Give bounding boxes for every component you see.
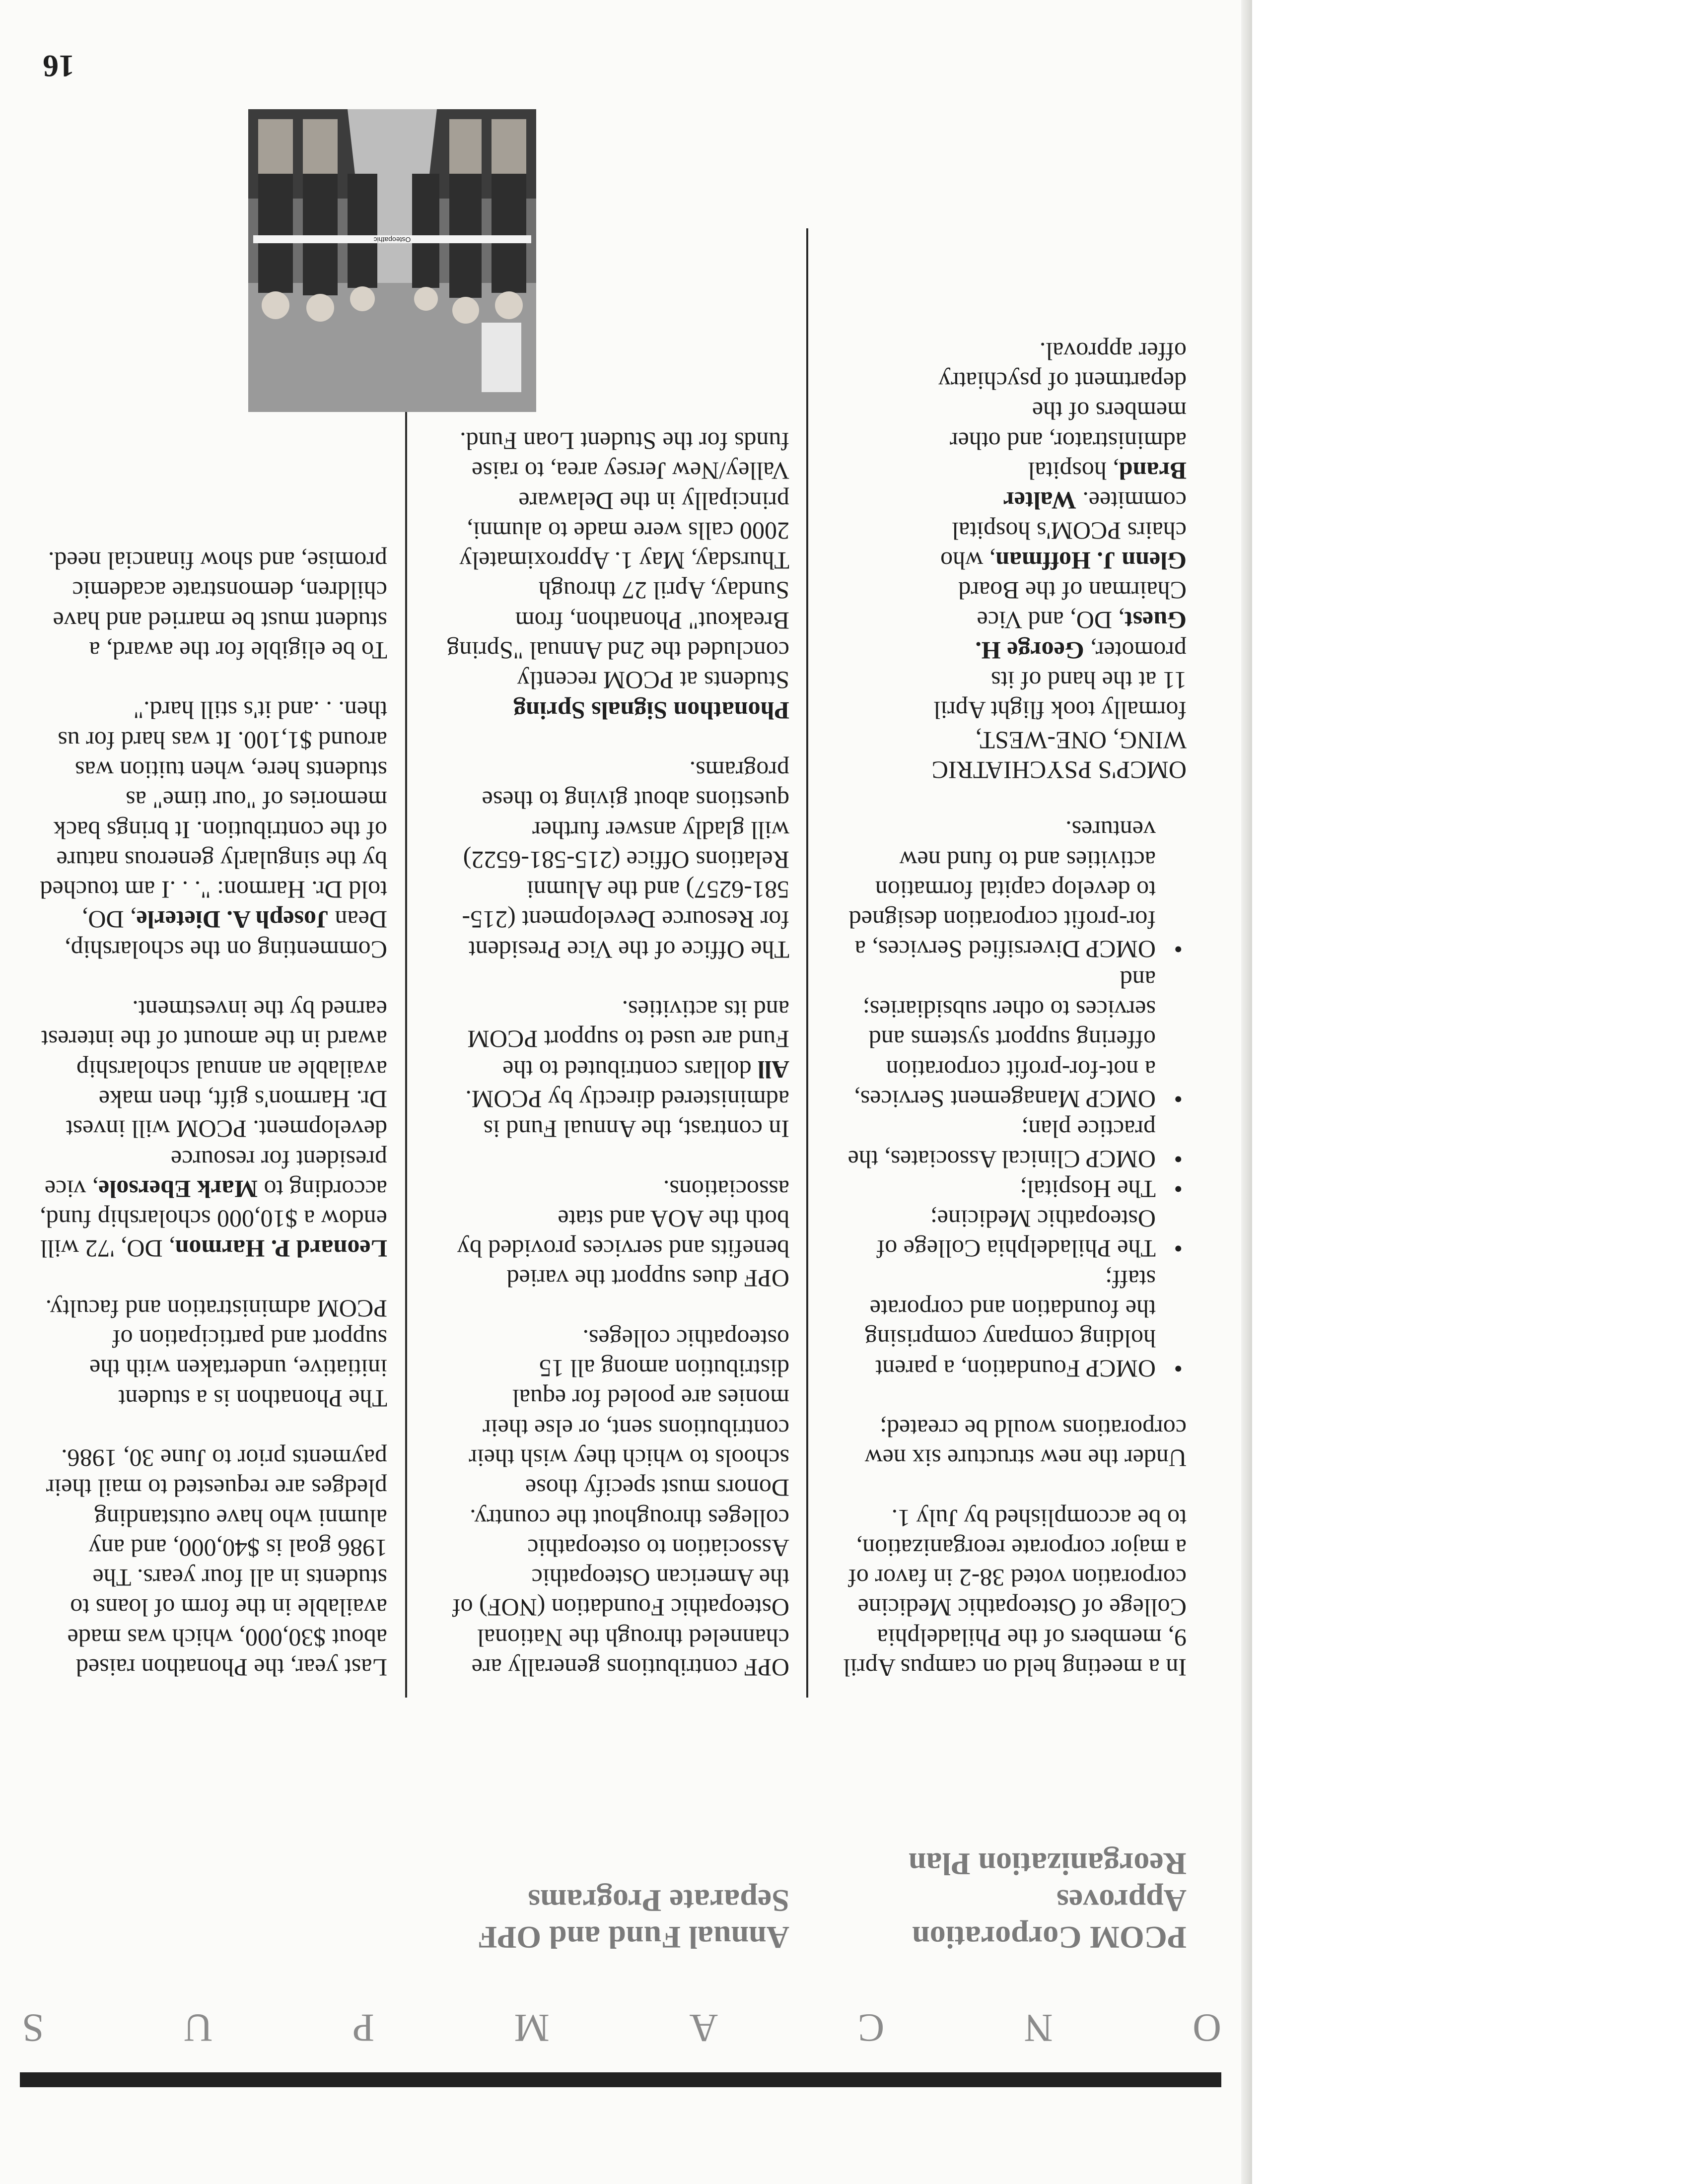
paragraph: OPF dues support the varied benefits and services provided by both the AOA and state associations. xyxy=(457,1175,789,1293)
paragraph xyxy=(447,995,789,1144)
paragraph: In a meeting held on campus April 9, members of the Philadelphia College of Osteopathic Medicine corporation voted 38-2 in favor of a major corporate reorganization, to be accomplished by July 1. xyxy=(843,1504,1187,1682)
list-item: • The Hospital; xyxy=(839,1174,1187,1204)
photo-caption xyxy=(928,337,1187,785)
binding-edge xyxy=(1241,0,1252,2184)
paragraph: Under the new structure six new corporations would be created; xyxy=(864,1414,1187,1473)
list-item: • OMCP Foundation, a parent holding company comprising the foundation and corporate staff; xyxy=(839,1264,1187,1383)
person-name: Leonard P. Harmon xyxy=(175,1235,387,1263)
headline-reorganization: PCOM Corporation Approves Reorganization Plan xyxy=(909,1846,1187,1955)
paragraph: Last year, the Phonathon raised about $30,000, which was made available in the form of loans to students in all four years. The 1986 goal is $40,000, and any alumni who have outstanding pledges are requested to mail their payments prior to June 30, 1986. xyxy=(46,1444,387,1682)
section-title xyxy=(20,2005,1221,2050)
paragraph xyxy=(40,995,387,1264)
headline-annual-fund: Annual Fund and OPF Separate Programs xyxy=(479,1883,789,1955)
section-letter: A xyxy=(687,2006,718,2049)
header-rule xyxy=(20,2072,1221,2087)
paragraph xyxy=(40,695,387,965)
column-3 xyxy=(40,516,387,1683)
photo-drawing xyxy=(248,109,536,412)
column-divider xyxy=(405,228,407,1698)
paragraph-text: , vice president for resource development. PCOM will invest Dr. Harmon's gift, then make available an annual scholarship award in the amount of the interest earned by the investment. xyxy=(41,996,387,1203)
caption-text: , DO, and Vice Chairman of the Board xyxy=(958,577,1187,635)
section-letter: C xyxy=(855,2006,885,2049)
paragraph: Students at PCOM recently concluded the 2nd Annual "Spring Breakout" Phonathon, from Sunday, April 27 through Thursday, May 1. Approximately 2000 calls were made to alumni, principally in the Delaware Valley/New Jersey area, to raise funds for the Student Loan Fund. xyxy=(447,427,789,695)
person-name: Mark Ebersole xyxy=(98,1175,258,1203)
list-item: • OMCP Diversified Services, a for-profit corporation designed to develop capital formation activities and to fund new ventures. xyxy=(839,815,1187,964)
subheading-text: Phonathon Signals Spring xyxy=(513,696,789,725)
list-item: • The Philadelphia College of Osteopathic Medicine; xyxy=(839,1204,1187,1264)
column-2 xyxy=(447,397,789,1683)
paragraph: To be eligible for the award, a student must be married and have children, demonstrate academic promise, and show financial need. xyxy=(48,547,387,665)
paragraph: OPF contributions generally are channeled through the National Osteopathic Foundation (NOF) of the American Osteopathic Association to osteopathic colleges throughout the country. Donors must specify those schools to which they wish their contributions sent, or else their monies are pooled for equal distribution among all 15 osteopathic colleges. xyxy=(452,1324,789,1682)
caption-text: , who chairs PCOM's hospital commitee. xyxy=(940,487,1187,575)
ribbon-text: Osteopathic xyxy=(373,236,411,244)
ribbon-cutting-photo xyxy=(248,109,536,412)
section-letter: U xyxy=(182,2006,212,2049)
subheading xyxy=(447,695,789,725)
section-letter: N xyxy=(1022,2006,1053,2049)
paragraph-text: dollars contributed to the Fund are used to support PCOM and its activities. xyxy=(467,996,789,1084)
page-number: 16 xyxy=(43,49,74,84)
list-item: • OMCP Management Services, a not-for-profit corporation offering support systems and services to other subsidiaries; and xyxy=(839,964,1187,1114)
section-letter: M xyxy=(512,2006,550,2049)
bullet-list xyxy=(839,815,1187,1384)
section-letter: S xyxy=(20,2006,44,2049)
paragraph-text: In contrast, the Annual Fund is administered directly by PCOM. xyxy=(465,1085,789,1144)
paragraph: The Phonathon is a student initiative, undertaken with the support and participation of PCOM administration and faculty. xyxy=(45,1295,387,1413)
person-name: Joseph A. Dieterle xyxy=(136,906,329,934)
caption-text: , hospital administrator, and other members of the department of psychiatry offer approval. xyxy=(938,337,1187,485)
section-letter: O xyxy=(1191,2006,1221,2049)
list-item: • OMCP Clinical Associates, the practice plan; xyxy=(839,1114,1187,1174)
column-divider xyxy=(806,228,808,1698)
caption-text: OMCP'S PSYCHIATRIC WING, ONE-WEST, formally took flight April 11 at the hand of its promoter, xyxy=(931,636,1187,784)
paragraph-text: , DO, told Dr. Harmon: ". . .I am touched by the singularly generous nature of the contribution. It brings back memories of "our time" as students here, when tuition was around $1,100. It was hard for us then. . .and it's still hard." xyxy=(40,696,387,934)
person-name: Glenn J. Hoffman xyxy=(995,546,1187,575)
paragraph: The Office of the Vice President for Resource Development (215-581-6257) and the Alumni Relations Office (215-581-6522) will gladly answer further questions about giving to these programs. xyxy=(462,756,789,964)
emphasis: All xyxy=(758,1055,789,1084)
person-name: George H. Guest xyxy=(975,607,1187,665)
person-name: Walter Brand xyxy=(1003,457,1187,515)
paragraph-text: , DO, '72 will endow a $10,000 scholarship fund, according to xyxy=(40,1175,387,1263)
column-1 xyxy=(839,307,1187,1683)
section-letter: P xyxy=(350,2006,375,2049)
paragraph-text: Commenting on the scholarship, Dean xyxy=(65,906,387,964)
